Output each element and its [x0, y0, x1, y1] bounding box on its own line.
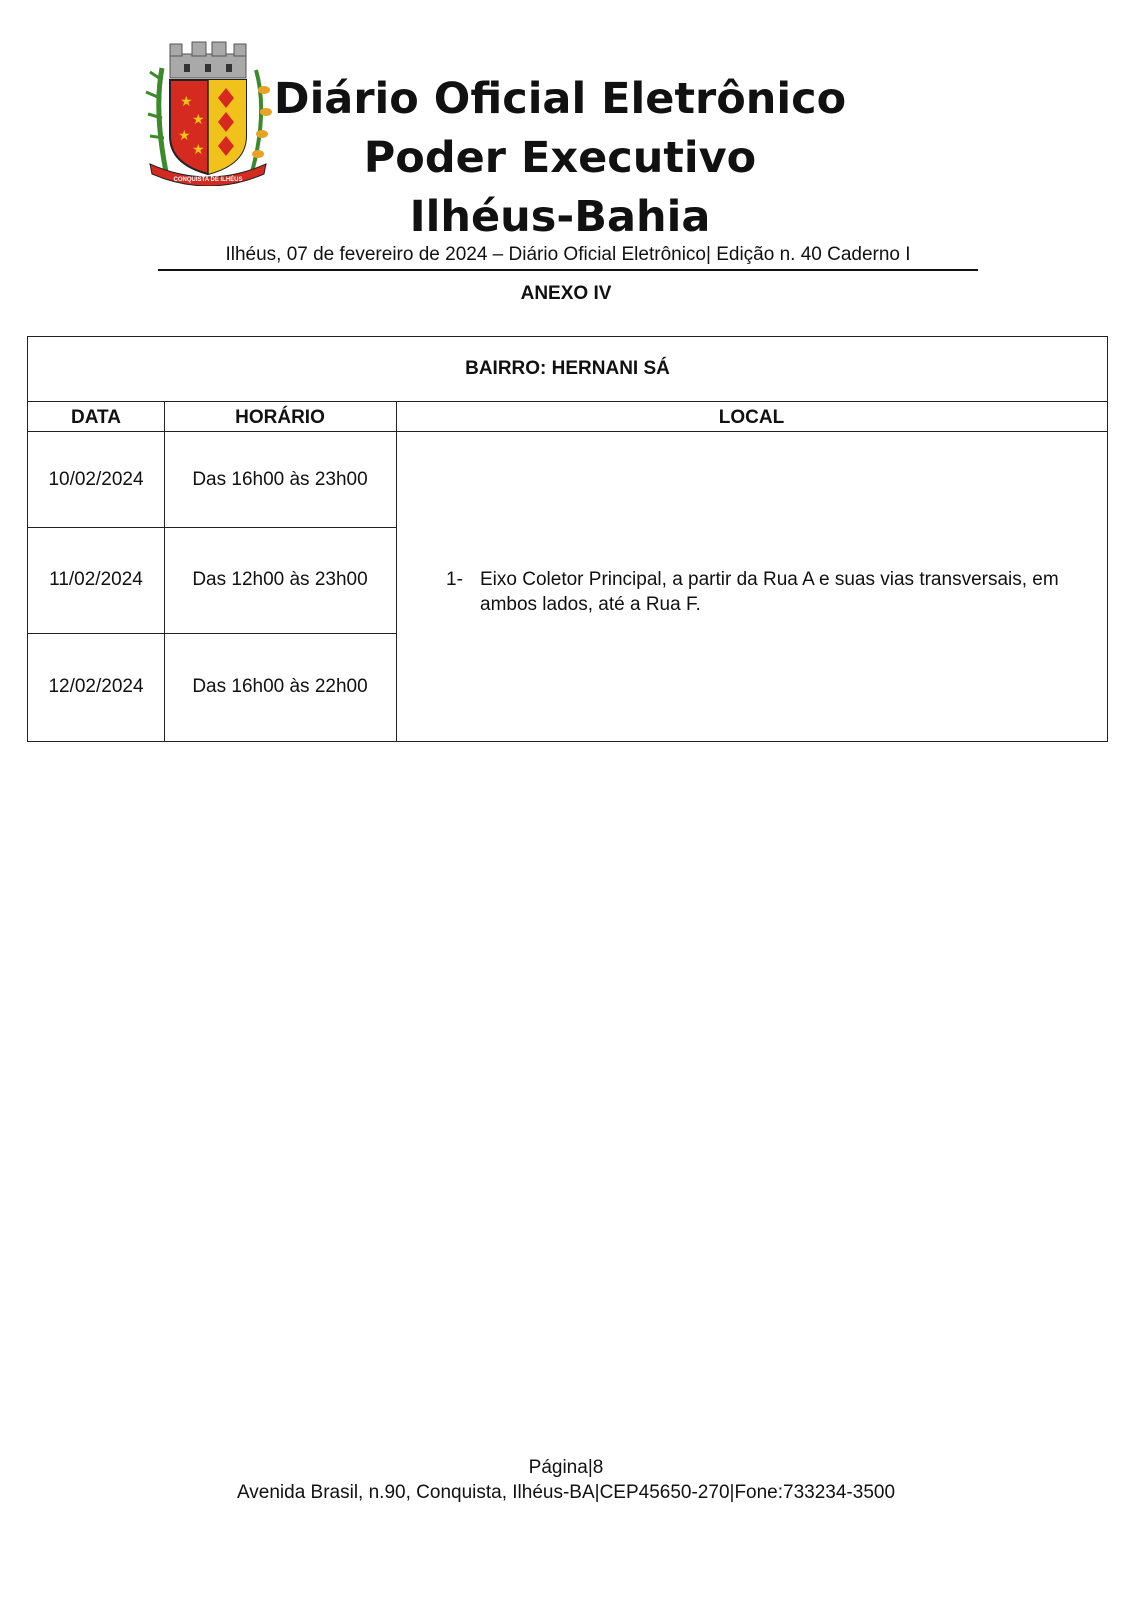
table-row-time: Das 16h00 às 22h00 [192, 676, 368, 697]
column-divider [396, 401, 397, 741]
column-header-time: HORÁRIO [164, 401, 396, 432]
schedule-table [27, 336, 1108, 742]
masthead-title [270, 70, 850, 247]
local-item-number: 1- [446, 569, 463, 590]
neighborhood-header: BAIRRO: HERNANI SÁ [28, 337, 1107, 402]
footer-address: Avenida Brasil, n.90, Conquista, Ilhéus-BA|CEP45650-270|Fone:733234-3500 [236, 1482, 896, 1503]
local-item-text: Eixo Coletor Principal, a partir da Rua A e suas vias transversais, em ambos lados, até a Rua F. [480, 569, 1059, 615]
masthead-title-line-3: Ilhéus-Bahia [409, 192, 711, 242]
page-number: Página|8 [528, 1457, 604, 1478]
annex-title: ANEXO IV [520, 283, 612, 304]
table-row-date: 11/02/2024 [49, 569, 143, 590]
table-row-time: Das 12h00 às 23h00 [192, 569, 368, 590]
column-header-date: DATA [28, 401, 164, 432]
svg-text:★: ★ [192, 141, 205, 157]
local-list-item [446, 567, 1096, 617]
svg-text:★: ★ [192, 111, 205, 127]
svg-text:★: ★ [180, 93, 193, 109]
municipal-coat-of-arms-icon [140, 40, 276, 186]
table-row-date: 12/02/2024 [48, 676, 144, 697]
masthead-title-line-1: Diário Oficial Eletrônico [273, 74, 847, 124]
table-row-date: 10/02/2024 [48, 468, 144, 490]
column-header-local: LOCAL [396, 401, 1107, 432]
masthead-title-line-2: Poder Executivo [363, 133, 757, 183]
edition-line: Ilhéus, 07 de fevereiro de 2024 – Diário Oficial Eletrônico| Edição n. 40 Caderno I [158, 243, 978, 271]
svg-text:CONQUISTA DE ILHÉUS: CONQUISTA DE ILHÉUS [173, 177, 243, 183]
table-row-time: Das 16h00 às 23h00 [192, 468, 368, 490]
svg-text:★: ★ [178, 127, 191, 143]
